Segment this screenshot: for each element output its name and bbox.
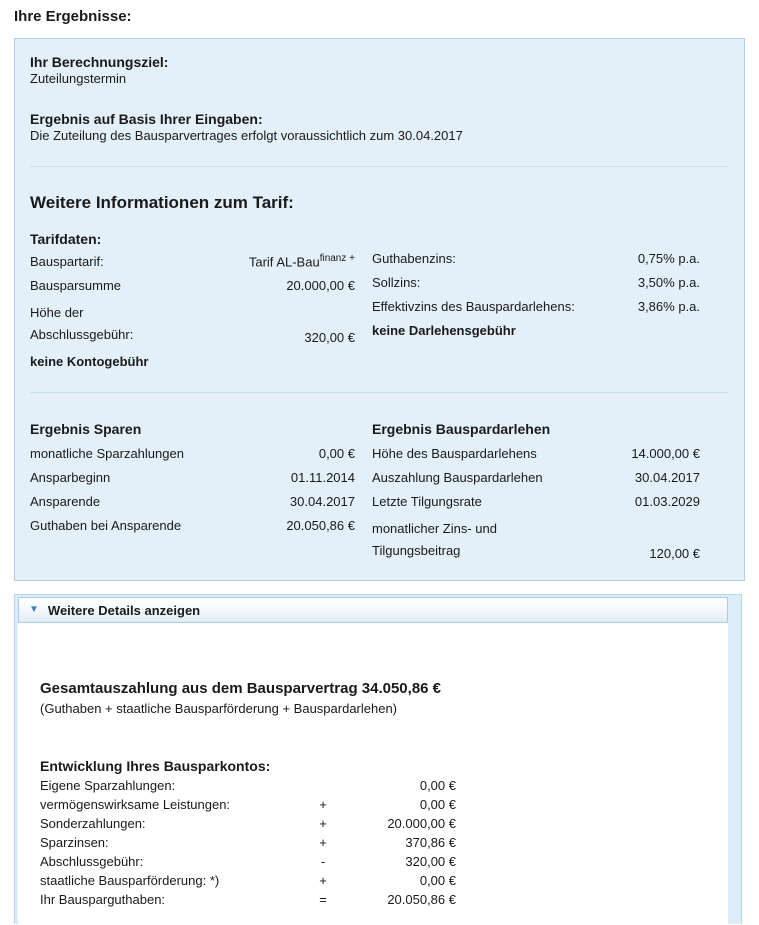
row-label: Abschlussgebühr: bbox=[40, 854, 144, 870]
tariff-right-column bbox=[372, 251, 700, 370]
row-value: 01.03.2029 bbox=[634, 494, 700, 510]
row-operator bbox=[313, 776, 333, 795]
row-value: 320,00 € bbox=[405, 854, 456, 870]
row-value: 0,00 € bbox=[419, 873, 456, 889]
details-content bbox=[18, 623, 728, 909]
row-label: staatliche Bausparförderung: *) bbox=[40, 873, 220, 889]
total-payout-note: (Guthaben + staatliche Bausparförderung + Bauspardarlehen) bbox=[40, 701, 398, 717]
result-row bbox=[30, 494, 355, 510]
result-row bbox=[30, 518, 355, 534]
page-title: Ihre Ergebnisse: bbox=[14, 8, 132, 25]
result-row bbox=[372, 518, 700, 562]
details-inner-panel bbox=[18, 597, 728, 925]
row-operator: + bbox=[319, 797, 327, 813]
loan-result-column bbox=[372, 421, 700, 570]
account-row bbox=[40, 795, 728, 814]
tariff-row bbox=[372, 275, 700, 291]
account-row bbox=[40, 852, 728, 871]
row-label: Bauspartarif: bbox=[30, 254, 104, 270]
divider bbox=[30, 166, 729, 167]
result-row bbox=[30, 446, 355, 462]
details-panel bbox=[14, 594, 742, 924]
result-row bbox=[30, 470, 355, 486]
result-text: Die Zuteilung des Bausparvertrages erfolgt voraussichtlich zum 30.04.2017 bbox=[30, 128, 463, 143]
row-value: 01.11.2014 bbox=[290, 470, 355, 486]
result-row bbox=[372, 470, 700, 486]
tariff-row bbox=[30, 278, 355, 294]
account-row bbox=[40, 833, 728, 852]
account-row bbox=[40, 871, 728, 890]
account-heading: Entwicklung Ihres Bausparkontos: bbox=[40, 758, 271, 775]
row-label: Ihr Bausparguthaben: bbox=[40, 892, 166, 908]
row-label: Sollzins: bbox=[372, 275, 421, 290]
row-operator: - bbox=[320, 854, 326, 870]
row-label: vermögenswirksame Leistungen: bbox=[40, 797, 231, 813]
row-label: Guthabenzins: bbox=[372, 251, 456, 266]
loan-heading: Ergebnis Bauspardarlehen bbox=[372, 421, 551, 438]
tariff-row bbox=[30, 302, 355, 346]
row-label: monatliche Sparzahlungen bbox=[30, 446, 184, 462]
row-value: 30.04.2017 bbox=[289, 494, 355, 510]
result-heading: Ergebnis auf Basis Ihrer Eingaben: bbox=[30, 111, 263, 127]
savings-result-column bbox=[30, 421, 355, 570]
summary-section bbox=[30, 54, 729, 144]
row-value: 0,00 € bbox=[419, 797, 456, 813]
details-toggle[interactable] bbox=[18, 597, 728, 623]
divider bbox=[30, 392, 729, 393]
row-value: Tarif AL-Bau$^{finanz +}$ bbox=[248, 253, 355, 270]
row-operator: + bbox=[319, 816, 327, 832]
row-label: Auszahlung Bauspardarlehen bbox=[372, 470, 543, 486]
row-value: 0,00 € bbox=[419, 778, 456, 794]
row-value: 0,00 € bbox=[318, 446, 355, 462]
tariff-name-superscript: finanz + bbox=[319, 253, 355, 264]
no-loan-fee-note: keine Darlehensgebühr bbox=[372, 323, 516, 338]
row-value: 20.000,00 € bbox=[286, 278, 355, 294]
result-row bbox=[372, 494, 700, 510]
row-label: Sparzinsen: bbox=[40, 835, 109, 851]
row-label: Bausparsumme bbox=[30, 278, 122, 294]
row-label: Effektivzins des Bauspardarlehens: bbox=[372, 299, 575, 314]
row-label: monatlicher Zins- und Tilgungsbeitrag bbox=[372, 521, 497, 559]
tariff-row bbox=[372, 251, 700, 267]
account-row bbox=[40, 890, 728, 909]
results-section bbox=[30, 421, 729, 570]
goal-heading: Ihr Berechnungsziel: bbox=[30, 54, 169, 70]
results-panel bbox=[14, 38, 745, 581]
tariff-subheading: Tarifdaten: bbox=[30, 231, 102, 247]
tariff-left-column bbox=[30, 251, 355, 370]
row-value: 120,00 € bbox=[649, 546, 700, 562]
result-row bbox=[372, 446, 700, 462]
account-row bbox=[40, 776, 728, 795]
account-table bbox=[40, 776, 728, 909]
row-label: Sonderzahlungen: bbox=[40, 816, 146, 832]
row-operator: + bbox=[319, 873, 327, 889]
row-value: 320,00 € bbox=[304, 330, 355, 346]
row-operator: = bbox=[319, 892, 327, 908]
row-value: 20.000,00 € bbox=[387, 816, 456, 832]
row-label: Höhe des Bauspardarlehens bbox=[372, 446, 537, 462]
collapse-triangle-icon[interactable]: ▼ bbox=[29, 604, 39, 616]
row-label: Höhe der Abschlussgebühr: bbox=[30, 305, 134, 343]
savings-heading: Ergebnis Sparen bbox=[30, 421, 142, 438]
row-value: 30.04.2017 bbox=[634, 470, 700, 486]
row-value: 3,86% p.a. bbox=[637, 299, 700, 314]
tariff-heading: Weitere Informationen zum Tarif: bbox=[30, 193, 294, 212]
goal-value: Zuteilungstermin bbox=[30, 71, 127, 86]
tariff-row bbox=[372, 299, 700, 315]
details-toggle-label: Weitere Details anzeigen bbox=[47, 602, 201, 618]
row-label: Ansparende bbox=[30, 494, 101, 510]
total-payout-line: Gesamtauszahlung aus dem Bausparvertrag 34.050,86 € bbox=[40, 680, 442, 698]
tariff-section bbox=[30, 192, 729, 370]
no-account-fee-note: keine Kontogebühr bbox=[30, 354, 149, 370]
row-value: 0,75% p.a. bbox=[637, 251, 700, 266]
row-label: Letzte Tilgungsrate bbox=[372, 494, 482, 510]
row-value: 20.050,86 € bbox=[387, 892, 456, 908]
row-value: 370,86 € bbox=[405, 835, 456, 851]
row-value: 14.000,00 € bbox=[631, 446, 700, 462]
row-label: Guthaben bei Ansparende bbox=[30, 518, 182, 534]
row-label: Ansparbeginn bbox=[30, 470, 111, 486]
row-operator: + bbox=[319, 835, 327, 851]
row-value: 3,50% p.a. bbox=[637, 275, 700, 290]
tariff-row bbox=[30, 251, 355, 270]
row-label: Eigene Sparzahlungen: bbox=[40, 778, 176, 794]
row-value: 20.050,86 € bbox=[286, 518, 355, 534]
account-row bbox=[40, 814, 728, 833]
results-page bbox=[0, 8, 759, 908]
